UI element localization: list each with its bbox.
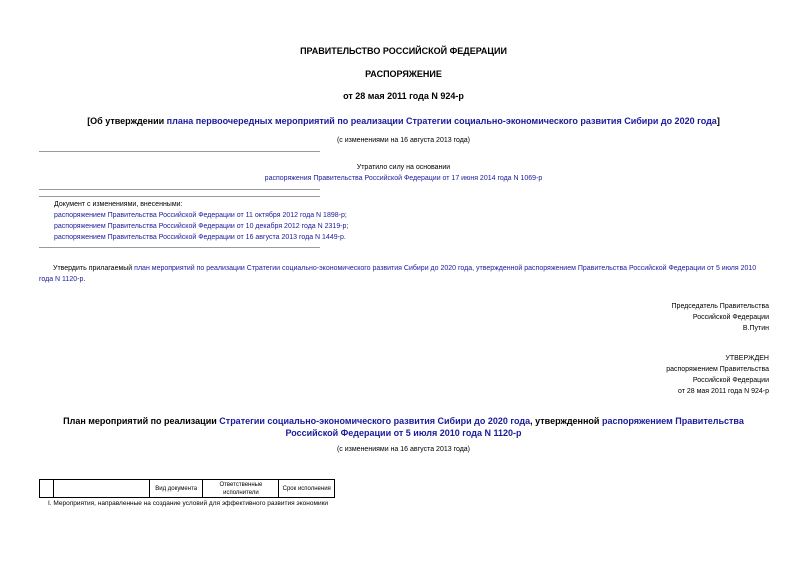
title-suffix: ]: [716, 116, 720, 126]
table-header-cell: Ответственные исполнители: [203, 480, 279, 498]
signature-position: Председатель Правительства: [671, 303, 769, 310]
government-heading: ПРАВИТЕЛЬСТВО РОССИЙСКОЙ ФЕДЕРАЦИИ: [300, 46, 507, 56]
plan-title-decree-link[interactable]: распоряжением Правительства Российской Федерации от 5 июля 2010 года N 1120-р: [285, 416, 744, 438]
document-date-number: от 28 мая 2011 года N 924-р: [343, 91, 464, 101]
divider: [39, 151, 320, 152]
table-header-cell: [54, 480, 150, 498]
plan-title-prefix: План мероприятий по реализации: [63, 416, 220, 426]
body-suffix: .: [83, 276, 86, 283]
signature-name: В.Путин: [742, 325, 769, 332]
divider: [39, 196, 320, 197]
body-prefix: Утвердить прилагаемый: [53, 265, 135, 272]
title-prefix: [Об утверждении: [87, 116, 167, 126]
body-paragraph: [39, 263, 769, 285]
table-section-row: I. Мероприятия, направленные на создание условий для эффективного развития экономики: [48, 500, 329, 507]
table-header-row: [40, 480, 335, 498]
signature-country: Российской Федерации: [692, 314, 769, 321]
plan-title-middle: , утвержденной: [530, 416, 602, 426]
change-link-1[interactable]: распоряжением Правительства Российской Федерации от 11 октября 2012 года N 1898-р;: [54, 212, 347, 219]
document-title: [40, 116, 767, 126]
divider: [39, 189, 320, 190]
plan-amended-note: (с изменениями на 16 августа 2013 года): [336, 446, 471, 453]
plan-title: [36, 415, 771, 439]
plan-table: [39, 479, 335, 498]
changes-heading: Документ с изменениями, внесенными:: [54, 201, 183, 208]
plan-title-strategy-link[interactable]: Стратегии социально-экономического развития Сибири до 2020 года: [219, 416, 531, 426]
divider: [39, 247, 320, 248]
change-link-2[interactable]: распоряжением Правительства Российской Федерации от 10 декабря 2012 года N 2319-р;: [54, 223, 349, 230]
table-header-cell: Вид документа: [149, 480, 202, 498]
title-link[interactable]: плана первоочередных мероприятий по реализации Стратегии социально-экономического развития Сибири до 2020 года: [166, 116, 717, 126]
approved-label: УТВЕРЖДЕН: [725, 355, 769, 362]
approved-line-4: от 28 мая 2011 года N 924-р: [677, 388, 769, 395]
body-plan-link[interactable]: план мероприятий по реализации Стратегии социально-экономического развития Сибири до 2020 года, утвержденной распоряжением Правительства Российской Федерации от 5 июля 2010 года N 1120-р: [39, 265, 757, 283]
table-header-cell: Срок исполнения: [279, 480, 335, 498]
repealed-link[interactable]: распоряжения Правительства Российской Федерации от 17 июня 2014 года N 1069-р: [264, 175, 543, 182]
table-header-cell: [40, 480, 54, 498]
document-type: РАСПОРЯЖЕНИЕ: [365, 69, 442, 79]
repealed-note: Утратило силу на основании: [356, 164, 451, 171]
amended-note: (с изменениями на 16 августа 2013 года): [336, 137, 471, 144]
change-link-3[interactable]: распоряжением Правительства Российской Федерации от 16 августа 2013 года N 1449-р.: [54, 234, 346, 241]
approved-line-2: распоряжением Правительства: [666, 366, 769, 373]
approved-line-3: Российской Федерации: [692, 377, 769, 384]
